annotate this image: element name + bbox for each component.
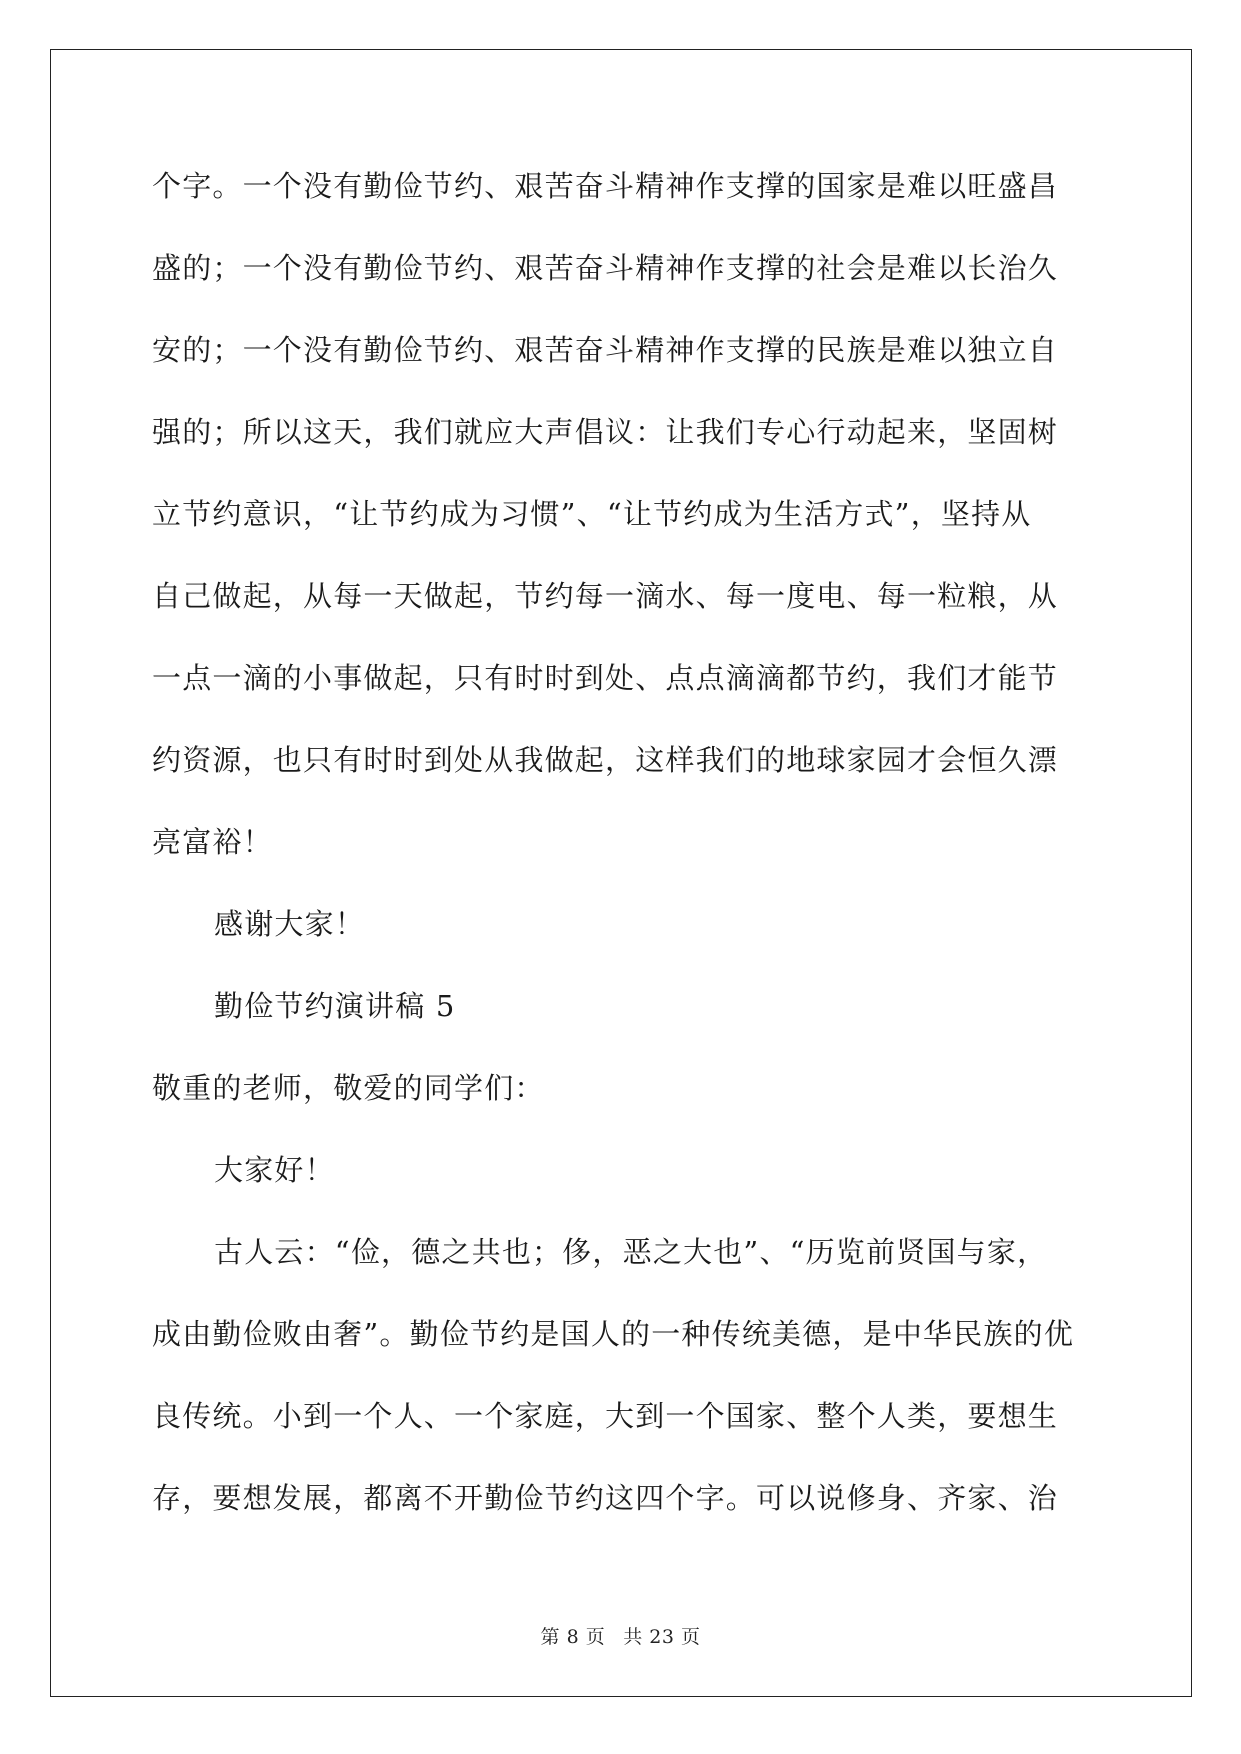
text-line: 成由勤俭败由奢”。勤俭节约是国人的一种传统美德，是中华民族的优 xyxy=(152,1317,1075,1351)
text-line: 安的；一个没有勤俭节约、艰苦奋斗精神作支撑的民族是难以独立自 xyxy=(152,333,1059,367)
text-line: 个字。一个没有勤俭节约、艰苦奋斗精神作支撑的国家是难以旺盛昌 xyxy=(152,169,1059,203)
text-line-thanks: 感谢大家！ xyxy=(214,907,366,941)
page-number: 第 8 页 xyxy=(540,1626,606,1648)
text-line: 一点一滴的小事做起，只有时时到处、点点滴滴都节约，我们才能节 xyxy=(152,661,1059,695)
text-line: 立节约意识，“让节约成为习惯”、“让节约成为生活方式”，坚持从 xyxy=(152,497,1032,531)
text-line: 约资源，也只有时时到处从我做起，这样我们的地球家园才会恒久漂 xyxy=(152,743,1059,777)
text-line: 盛的；一个没有勤俭节约、艰苦奋斗精神作支撑的社会是难以长治久 xyxy=(152,251,1059,285)
salutation: 敬重的老师，敬爱的同学们： xyxy=(152,1071,545,1105)
greeting: 大家好！ xyxy=(214,1153,335,1187)
page-total: 共 23 页 xyxy=(623,1626,701,1648)
document-body xyxy=(152,160,1092,1554)
text-line: 强的；所以这天，我们就应大声倡议：让我们专心行动起来，坚固树 xyxy=(152,415,1059,449)
text-line: 自己做起，从每一天做起，节约每一滴水、每一度电、每一粒粮，从 xyxy=(152,579,1059,613)
section-heading: 勤俭节约演讲稿 5 xyxy=(214,989,456,1023)
text-line: 良传统。小到一个人、一个家庭，大到一个国家、整个人类，要想生 xyxy=(152,1399,1059,1433)
text-line: 亮富裕！ xyxy=(152,825,273,859)
text-line: 存，要想发展，都离不开勤俭节约这四个字。可以说修身、齐家、治 xyxy=(152,1481,1059,1515)
page-footer xyxy=(0,1622,1241,1649)
text-line: 古人云：“俭，德之共也；侈，恶之大也”、“历览前贤国与家， xyxy=(214,1235,1048,1269)
